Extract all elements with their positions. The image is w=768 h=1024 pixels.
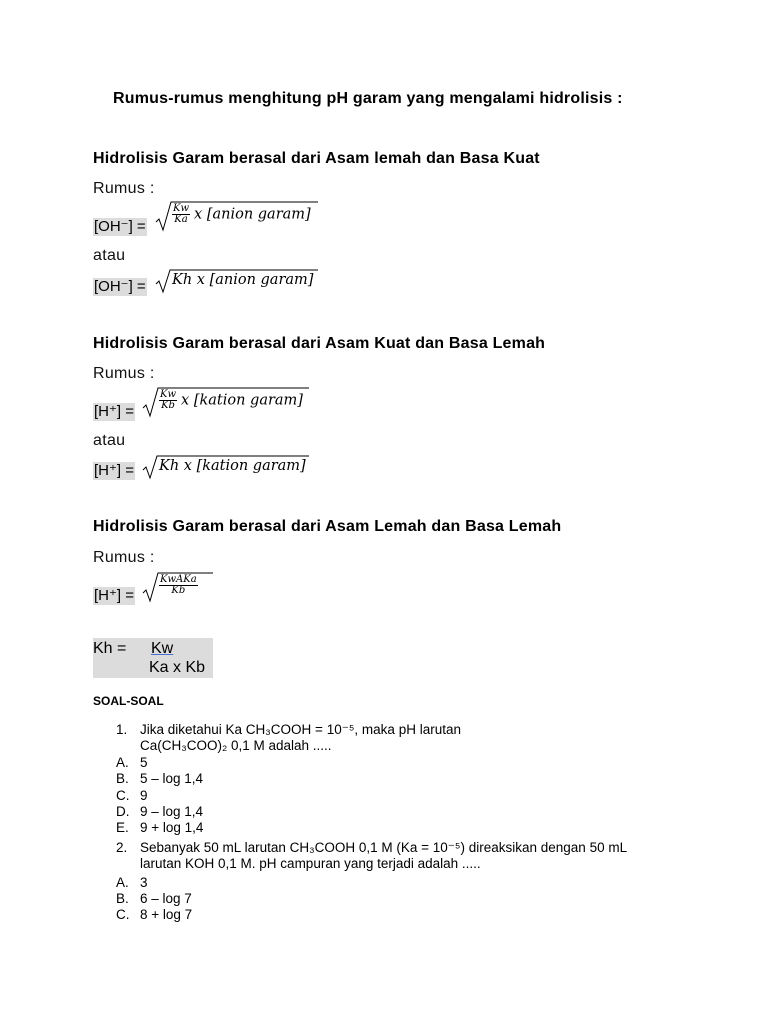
section-heading: Hidrolisis Garam berasal dari Asam lemah dan Basa Kuat	[93, 150, 540, 167]
question-text: Sebanyak 50 mL larutan CH₃COOH 0,1 M (Ka = 10⁻⁵) direaksikan dengan 50 mL	[140, 840, 628, 855]
atau-label: atau	[93, 432, 126, 449]
rumus-label: Rumus :	[93, 180, 155, 197]
option-letter: C.	[116, 907, 130, 922]
rumus-label: Rumus :	[93, 365, 155, 382]
atau-label: atau	[93, 247, 126, 264]
option-text: 9	[140, 788, 148, 803]
kh-label: Kh =	[93, 640, 127, 657]
option-text: 9 – log 1,4	[140, 804, 204, 819]
option-text: 8 + log 7	[140, 907, 193, 922]
section-heading: Hidrolisis Garam berasal dari Asam Kuat dan Basa Lemah	[93, 335, 546, 352]
kh-formula	[93, 638, 213, 678]
rumus-label: Rumus :	[93, 549, 155, 566]
formula-lhs: [OH⁻] =	[94, 218, 146, 235]
option-text: 5 – log 1,4	[140, 771, 204, 786]
soal-heading: SOAL-SOAL	[93, 694, 164, 708]
option-text: 6 – log 7	[140, 891, 192, 906]
formula-fraction: $\frac{Kw}{Kb}$	[160, 389, 177, 411]
question-text: Jika diketahui Ka CH₃COOH = 10⁻⁵, maka pH larutan	[140, 722, 461, 737]
option-letter: D.	[116, 804, 130, 819]
formula-fraction: $\frac{\text{KwÃKa}}{Kb}$	[160, 574, 197, 596]
option-letter: E.	[116, 820, 129, 835]
kh-numerator: Kw	[151, 640, 174, 657]
kh-denominator: Ka x Kb	[149, 659, 206, 676]
option-letter: A.	[116, 755, 129, 770]
option-letter: B.	[116, 891, 129, 906]
formula-rest: x [kation garam]	[181, 392, 303, 409]
formula-lhs: [H⁺] =	[94, 403, 135, 420]
question-text: Ca(CH₃COO)₂ 0,1 M adalah .....	[140, 738, 332, 753]
page-title: Rumus-rumus menghitung pH garam yang mengalami hidrolisis :	[113, 90, 623, 107]
question-text: larutan KOH 0,1 M. pH campuran yang terjadi adalah .....	[140, 856, 481, 871]
formula-fraction: $\frac{Kw}{Ka}$	[173, 203, 190, 225]
option-text: 3	[140, 875, 148, 890]
option-text: 9 + log 1,4	[140, 820, 204, 835]
option-letter: B.	[116, 771, 129, 786]
formula-rest: x [anion garam]	[194, 206, 311, 223]
option-letter: A.	[116, 875, 129, 890]
question-number: 1.	[116, 722, 128, 737]
section-heading: Hidrolisis Garam berasal dari Asam Lemah dan Basa Lemah	[93, 518, 562, 535]
formula-text: Kh x [kation garam]	[159, 458, 306, 474]
formula-lhs: [OH⁻] =	[94, 278, 146, 295]
formula-lhs: [H⁺] =	[94, 462, 135, 479]
option-text: 5	[140, 755, 148, 770]
option-letter: C.	[116, 788, 130, 803]
question-number: 2.	[116, 840, 128, 855]
formula-lhs: [H⁺] =	[94, 587, 135, 604]
formula-text: Kh x [anion garam]	[172, 272, 314, 288]
